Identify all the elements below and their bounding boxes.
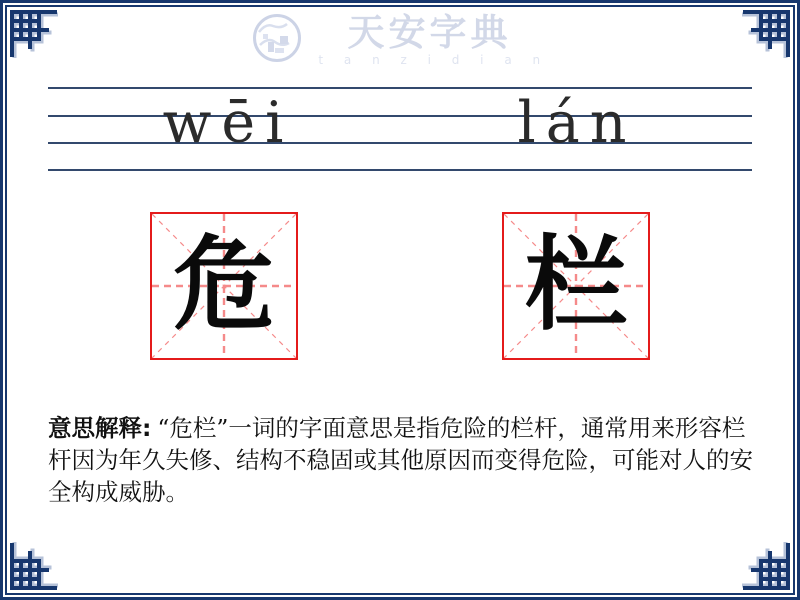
pinyin-staff <box>48 87 752 171</box>
definition-label: 意思解释: <box>48 414 152 442</box>
definition-text: “危栏”一词的字面意思是指危险的栏杆，通常用来形容栏杆因为年久失修、结构不稳固或其他原因而变得危险，可能对人的安全构成威胁。 <box>48 414 753 506</box>
staff-line-1 <box>48 87 752 89</box>
pinyin-word-wei: wēi <box>162 90 294 156</box>
definition-paragraph <box>48 412 756 508</box>
staff-line-2 <box>48 115 752 117</box>
staff-line-4 <box>48 169 752 171</box>
hanzi-box-wei <box>150 212 298 360</box>
hanzi-char-lan: 栏 <box>525 226 627 345</box>
corner-ornament-bottom-right <box>742 542 790 590</box>
logo-subtitle: t a n z i d i a n <box>318 53 549 67</box>
hanzi-box-lan <box>502 212 650 360</box>
logo-title: 天安字典 <box>347 10 512 54</box>
logo-text <box>310 12 548 67</box>
pinyin-word-lan: lán <box>517 90 637 156</box>
corner-ornament-bottom-left <box>10 542 58 590</box>
site-logo[interactable] <box>0 12 800 67</box>
staff-line-3 <box>48 142 752 144</box>
hanzi-char-wei: 危 <box>173 226 275 345</box>
logo-seal-icon <box>251 12 303 64</box>
